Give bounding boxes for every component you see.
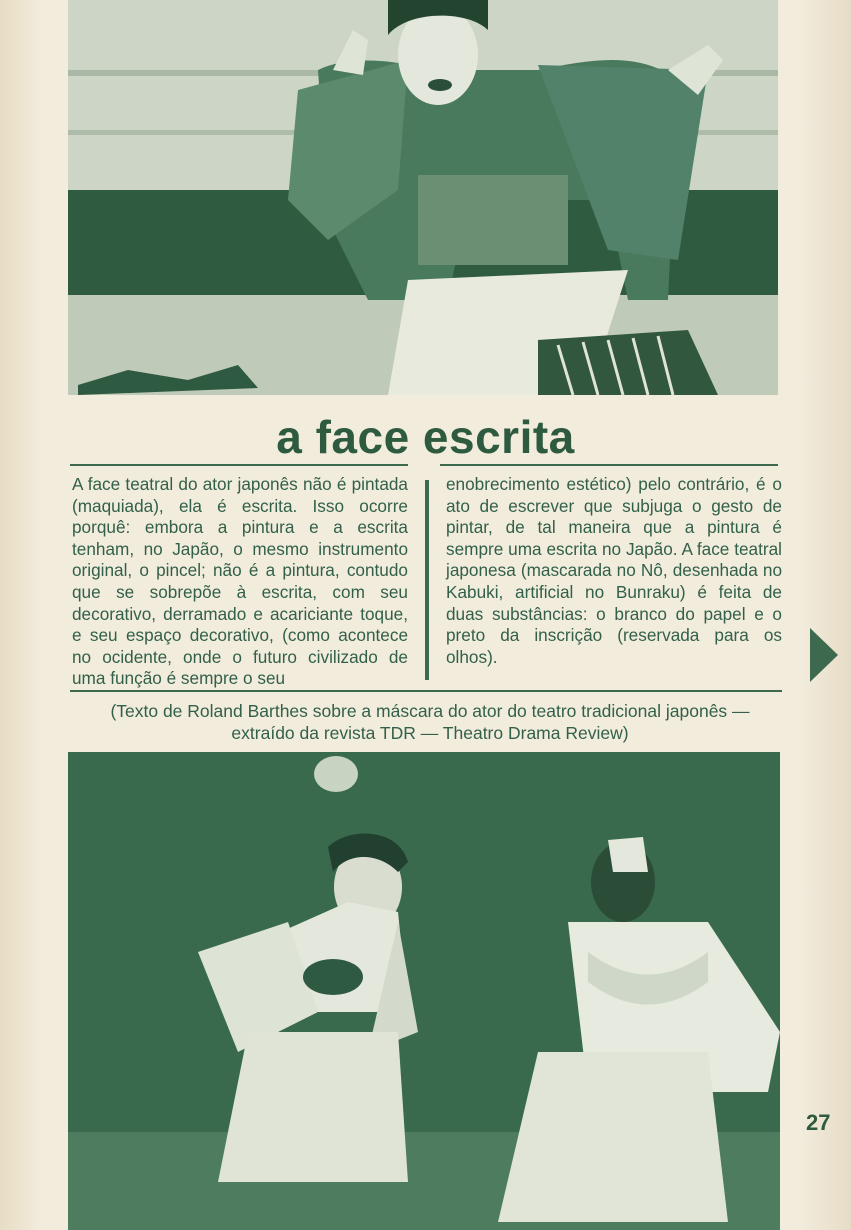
caption-rule	[70, 690, 782, 692]
column-divider	[425, 480, 429, 680]
column-right-text: enobrecimento estético) pelo contrário, é o ato de escrever que subjuga o gesto de pintar, de tal maneira que a pintura é sempre uma escrita no Japão. A face teatral japonesa (mascarada no Nô, desenhada no Kabuki, artificial no Bunraku) é feita de duas substâncias: o branco do papel e o preto da inscrição (reservada para os olhos).	[446, 474, 782, 667]
top-rule-left	[70, 464, 408, 466]
article-column-right	[446, 474, 782, 668]
continue-arrow-icon	[810, 628, 838, 682]
column-left-text: A face teatral do ator japonês não é pintada (maquiada), ela é escrita. Isso ocorre porquê: embora a pintura e a escrita tenham, no Japão, o mesmo instrumento original, o pincel; não é a pintura, contudo que se sobrepõe à escrita, com seu decorativo, derramado e acariciante toque, e seu espaço decorativo, (como acontece no ocidente, onde o futuro civilizado de uma função é sempre o seu	[72, 474, 408, 689]
article-caption: (Texto de Roland Barthes sobre a máscara do ator do teatro tradicional japonês — extraído da revista TDR — Theatro Drama Review)	[110, 701, 750, 743]
photo-kabuki-actor	[68, 0, 778, 395]
top-rule-right	[440, 464, 778, 466]
photo-kneeling-actors	[68, 752, 780, 1230]
article-title: a face escrita	[276, 411, 575, 463]
page-number: 27	[806, 1110, 831, 1135]
article-column-left	[72, 474, 408, 690]
